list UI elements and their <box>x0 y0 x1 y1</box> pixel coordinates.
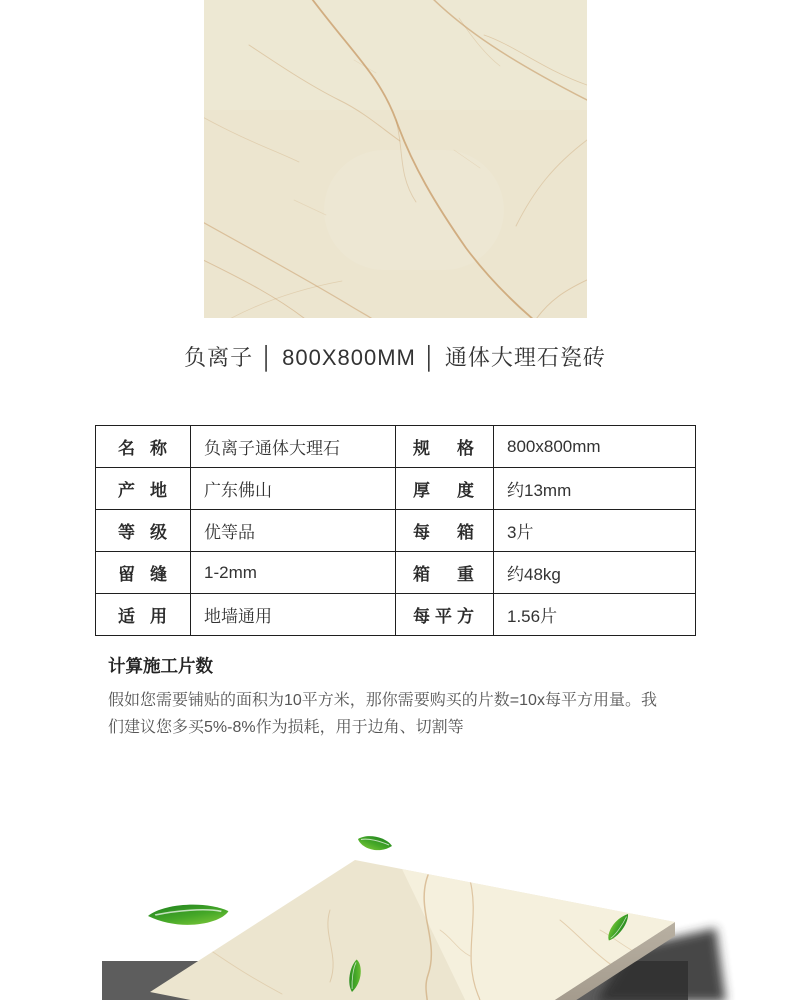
spec-label: 名称 <box>96 426 191 468</box>
spec-value: 1.56片 <box>494 594 696 636</box>
spec-value: 800x800mm <box>494 426 696 468</box>
spec-value: 广东佛山 <box>191 468 396 510</box>
table-row <box>96 552 696 594</box>
spec-value: 地墙通用 <box>191 594 396 636</box>
spec-label: 规格 <box>396 426 494 468</box>
leaf-icon <box>148 901 229 928</box>
spec-value: 约48kg <box>494 552 696 594</box>
spec-label: 适用 <box>96 594 191 636</box>
spec-table <box>95 425 696 636</box>
bottom-illustration <box>0 780 790 1000</box>
spec-label: 每箱 <box>396 510 494 552</box>
spec-label: 等级 <box>96 510 191 552</box>
calc-section <box>108 653 694 741</box>
marble-texture <box>204 0 587 318</box>
table-row <box>96 510 696 552</box>
spec-label: 箱重 <box>396 552 494 594</box>
spec-value: 约13mm <box>494 468 696 510</box>
spec-value: 3片 <box>494 510 696 552</box>
product-title: 负离子 │ 800X800MM │ 通体大理石瓷砖 <box>184 345 606 370</box>
spec-value: 优等品 <box>191 510 396 552</box>
calc-heading: 计算施工片数 <box>108 656 213 676</box>
spec-label: 厚度 <box>396 468 494 510</box>
spec-value: 1-2mm <box>191 552 396 594</box>
product-tile-image <box>204 0 587 318</box>
calc-body: 假如您需要铺贴的面积为10平方米，那你需要购买的片数=10x每平方用量。我们建议您多买5%-8%作为损耗，用于边角、切割等 <box>108 692 657 736</box>
spec-label: 产地 <box>96 468 191 510</box>
table-row <box>96 426 696 468</box>
table-row <box>96 594 696 636</box>
table-row <box>96 468 696 510</box>
leaf-icon <box>358 836 392 850</box>
spec-label: 留缝 <box>96 552 191 594</box>
spec-label: 每平方 <box>396 594 494 636</box>
spec-value: 负离子通体大理石 <box>191 426 396 468</box>
